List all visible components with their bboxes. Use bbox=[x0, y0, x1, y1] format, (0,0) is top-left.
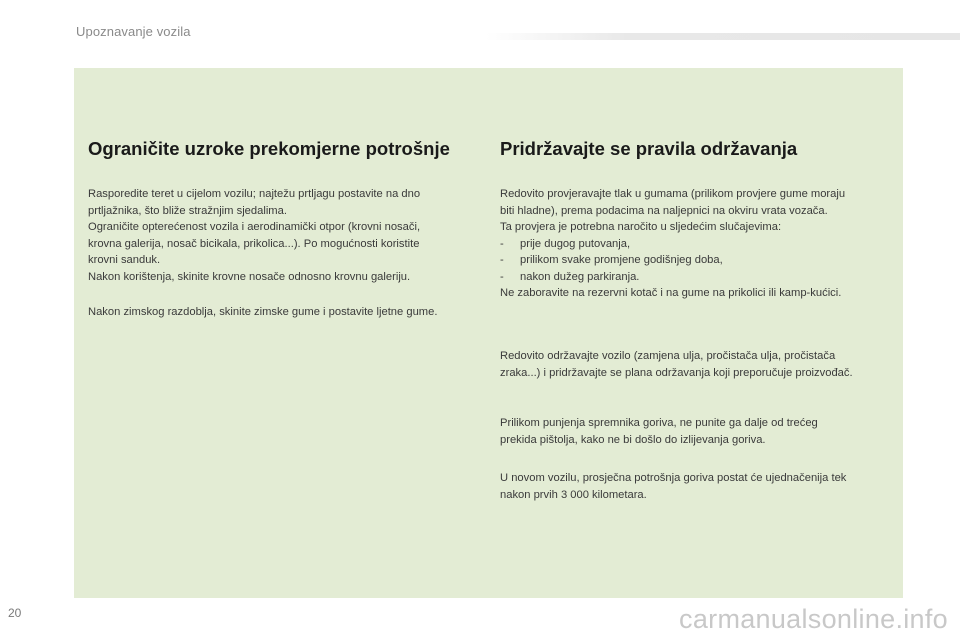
text-line: Redovito održavajte vozilo (zamjena ulja, pročistača ulja, pročistača bbox=[500, 350, 836, 362]
text-line: prekida pištolja, kako ne bi došlo do izlijevanja goriva. bbox=[500, 433, 766, 446]
paragraph-tyre-pressure bbox=[500, 186, 845, 302]
text-line: U novom vozilu, prosječna potrošnja goriva postat će ujednačenija tek bbox=[500, 472, 847, 484]
heading-maintenance: Pridržavajte se pravila održavanja bbox=[500, 138, 798, 159]
header-divider bbox=[486, 33, 960, 40]
paragraph-refuelling bbox=[500, 415, 818, 448]
paragraph-servicing bbox=[500, 348, 853, 381]
paragraph-new-vehicle bbox=[500, 470, 846, 503]
bullet-dash: - bbox=[500, 237, 504, 250]
content-panel bbox=[74, 68, 903, 598]
bullet-dash: - bbox=[500, 254, 504, 266]
text-line: zraka...) i pridržavajte se plana održavanja koji preporučuje proizvođač. bbox=[500, 366, 853, 379]
list-item-text: prije dugog putovanja, bbox=[520, 237, 631, 250]
text-line: Ta provjera je potrebna naročito u sljedećim slučajevima: bbox=[500, 221, 782, 233]
text-line: prtljažnika, što bliže stražnjim sjedalima. bbox=[88, 204, 287, 217]
text-line: biti hladne), prema podacima na naljepnici na okviru vrata vozača. bbox=[500, 204, 828, 217]
text-line: Nakon korištenja, skinite krovne nosače odnosno krovnu galeriju. bbox=[88, 270, 411, 283]
list-item-text: nakon dužeg parkiranja. bbox=[520, 270, 640, 283]
paragraph-winter-tyres bbox=[88, 304, 437, 321]
paragraph-load bbox=[88, 186, 420, 285]
text-line: Redovito provjeravajte tlak u gumama (prilikom provjere gume moraju bbox=[500, 188, 846, 200]
text-line: Rasporedite teret u cijelom vozilu; najtežu prtljagu postavite na dno bbox=[88, 188, 421, 200]
list-item bbox=[500, 269, 845, 286]
page-number: 20 bbox=[8, 606, 22, 620]
text-line: nakon prvih 3 000 kilometara. bbox=[500, 488, 647, 501]
watermark: carmanualsonline.info bbox=[679, 604, 948, 634]
heading-consumption: Ograničite uzroke prekomjerne potrošnje bbox=[88, 138, 450, 159]
bullet-dash: - bbox=[500, 270, 504, 283]
list-item-text: prilikom svake promjene godišnjeg doba, bbox=[520, 254, 723, 266]
list-item bbox=[500, 252, 845, 269]
section-title: Upoznavanje vozila bbox=[76, 24, 191, 39]
text-line: Ograničite opterećenost vozila i aerodinamički otpor (krovni nosači, bbox=[88, 221, 421, 233]
text-line: Nakon zimskog razdoblja, skinite zimske gume i postavite ljetne gume. bbox=[88, 306, 438, 318]
text-line: Ne zaboravite na rezervni kotač i na gume na prikolici ili kamp-kućici. bbox=[500, 287, 842, 299]
text-line: krovna galerija, nosač bicikala, prikolica...). Po mogućnosti koristite bbox=[88, 237, 420, 250]
text-line: krovni sanduk. bbox=[88, 254, 161, 266]
list-item bbox=[500, 236, 845, 253]
text-line: Prilikom punjenja spremnika goriva, ne punite ga dalje od trećeg bbox=[500, 417, 818, 429]
